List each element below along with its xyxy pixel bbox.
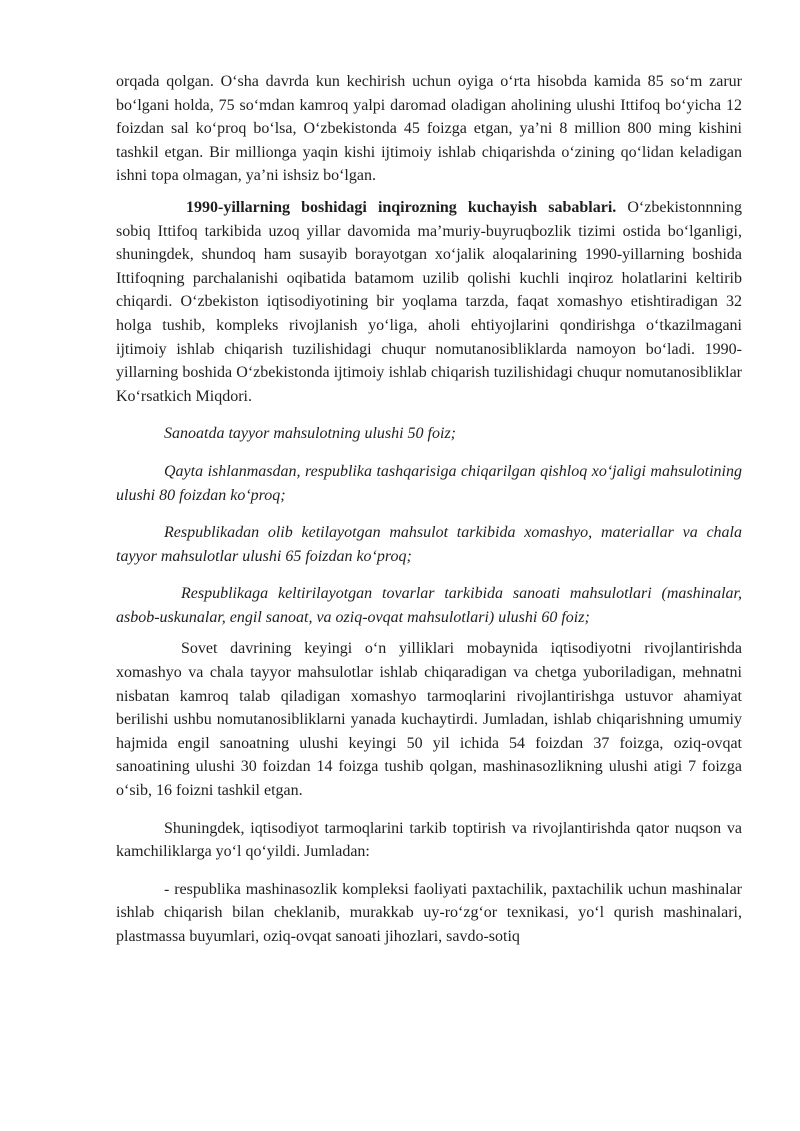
document-page: [116, 70, 742, 957]
paragraph-shortcomings: Shuningdek, iqtisodiyot tarmoqlarini tarkib toptirish va rivojlantirishda qator nuqson va kamchiliklarga yo‘l qo‘yildi. Jumladan:: [116, 819, 742, 861]
list-item-machinery: - respublika mashinasozlik kompleksi faoliyati paxtachilik, paxtachilik uchun mashinalar ishlab chiqarish bilan cheklanib, murakkab uy-ro‘zg‘or texnikasi, yo‘l qurish mashinalari, plastmassa buyumlari, oziq-ovqat sanoati jihozlari, savdo-sotiq: [116, 880, 742, 945]
paragraph-income: orqada qolgan. O‘sha davrda kun kechirish uchun oyiga o‘rta hisobda kamida 85 so‘m zarur bo‘lgani holda, 75 so‘mdan kamroq yalpi daromad oladigan aholining ulushi Ittifoq bo‘yicha 12 foizdan sal ko‘proq bo‘lsa, O‘zbekistonda 45 foizga etgan, ya’ni 8 million 800 ming kishini tashkil etgan. Bir millionga yaqin kishi ijtimoiy ishlab chiqarishda o‘zining qo‘lidan keladigan ishni topa olmagan, ya’ni ishsiz bo‘lgan.: [116, 73, 742, 185]
paragraph-crisis-body: O‘zbekistonnning sobiq Ittifoq tarkibida uzoq yillar davomida ma’muriy-buyruqbozlik tizimi ostida bo‘lganligi, shuningdek, shundoq ham susayib borayotgan xo‘jalik aloqalarining 1990-yillarning boshida Ittifoqning parchalanishi oqibatida batamom uzilib qolishi kuchli inqiroz holatlarini keltirib chiqardi. O‘zbekiston iqtisodiyotining bir yoqlama tarzda, faqat xomashyo etishtiradigan 32 holga tushib, kompleks rivojlanish yo‘liga, aholi ehtiyojlarini qondirishga o‘tkazilmagani ijtimoiy ishlab chiqarish tuzilishidagi chuqur nomutanosibliklarda namoyon bo‘ladi. 1990-yillarning boshida O‘zbekistonda ijtimoiy ishlab chiqarish tuzilishidagi chuqur nomutanosibliklar Ko‘rsatkich Miqdori.: [116, 198, 743, 405]
list-item-industry-share: Sanoatda tayyor mahsulotning ulushi 50 foiz;: [164, 425, 456, 443]
section-heading-crisis: 1990-yillarning boshidagi inqirozning kuchayish sabablari.: [186, 198, 617, 216]
list-item-raw-export: Respublikadan olib ketilayotgan mahsulot tarkibida xomashyo, materiallar va chala tayyor mahsulotlar ulushi 65 foizdan ko‘proq;: [116, 524, 742, 565]
list-item-agri-export: Qayta ishlanmasdan, respublika tashqarisiga chiqarilgan qishloq xo‘jaligi mahsulotining ulushi 80 foizdan ko‘proq;: [116, 462, 742, 504]
paragraph-soviet-decades: Sovet davrining keyingi o‘n yilliklari mobaynida iqtisodiyotni rivojlantirishda xomashyo va chala tayyor mahsulotlar ishlab chiqaradigan va chetga yuboriladigan, mehnatni nisbatan kamroq talab qiladigan xomashyo tarmoqlarini rivojlantirishga ustuvor ahamiyat berilishi ushbu nomutanosibliklarni yanada kuchaytirdi. Jumladan, ishlab chiqarishning umumiy hajmida engil sanoatning ulushi keyingi 50 yil ichida 54 foizdan 37 foizga, oziq-ovqat sanoatining ulushi 30 foizdan 14 foizga tushib qolgan, mashinasozlikning ulushi atigi 7 foizga o‘sib, 16 foizni tashkil etgan.: [116, 640, 742, 800]
list-item-imports: Respublikaga keltirilayotgan tovarlar tarkibida sanoati mahsulotlari (mashinalar, asbob-uskunalar, engil sanoat, va oziq-ovqat mahsulotlari) ulushi 60 foiz;: [116, 585, 742, 626]
paragraph-crisis-causes: [116, 196, 742, 408]
